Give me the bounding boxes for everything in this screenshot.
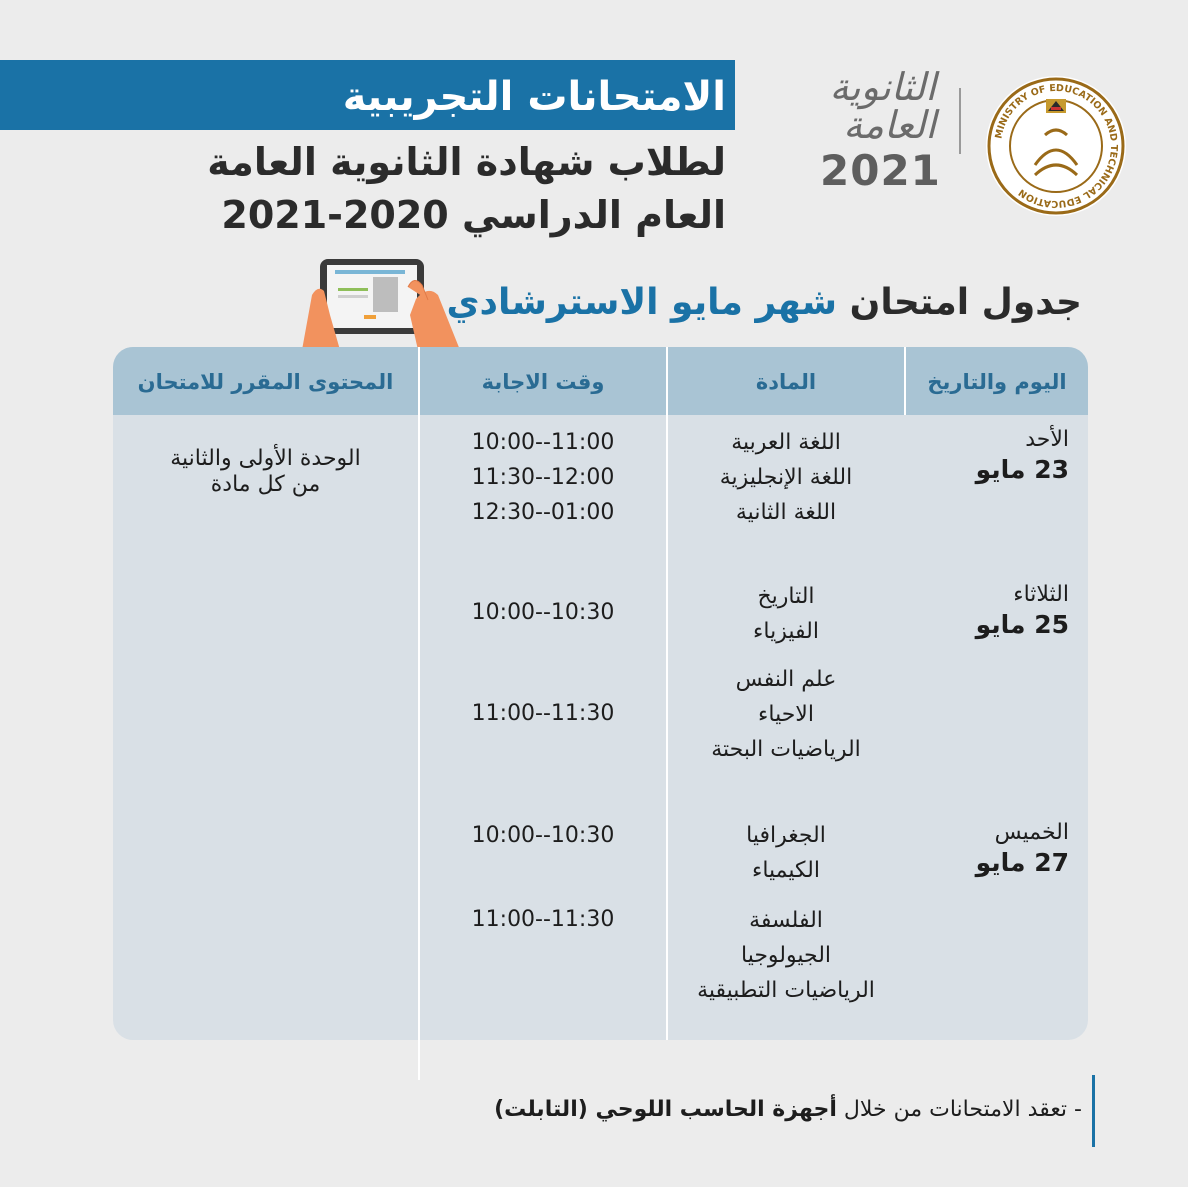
subject-group [668, 818, 904, 888]
time-group [420, 425, 666, 530]
schedule-heading [446, 282, 1082, 323]
subject-group [668, 425, 904, 530]
answer-time: 10:00--10:30 [471, 600, 615, 625]
page-subtitle-students: لطلاب شهادة الثانوية العامة [207, 140, 726, 184]
thanaweya-year: 2021 [820, 146, 941, 195]
subject: الجغرافيا [746, 823, 826, 848]
subject: الرياضيات التطبيقية [697, 978, 875, 1003]
time-group [420, 595, 666, 630]
footer-note [494, 1097, 1082, 1122]
subject-group [668, 903, 904, 1008]
answer-time: 11:30--12:00 [471, 465, 615, 490]
subject: الكيمياء [751, 858, 820, 883]
subject: التاريخ [757, 584, 815, 609]
exam-content-line: من كل مادة [210, 472, 321, 497]
exam-content-cell [113, 446, 418, 498]
logo-divider [959, 88, 961, 154]
page-title: الامتحانات التجريبية [342, 74, 726, 120]
subject: الجيولوجيا [740, 943, 832, 968]
day-name: الأحد [1025, 427, 1069, 452]
subject: علم النفس [735, 667, 837, 692]
page-subtitle-academic-year: العام الدراسي 2020-2021 [221, 193, 726, 237]
subject-group [668, 662, 904, 767]
subject: اللغة العربية [731, 430, 841, 455]
answer-time: 10:00--11:00 [471, 430, 615, 455]
day-name: الثلاثاء [1013, 582, 1069, 607]
header-answer-time: وقت الاجابة [481, 370, 605, 394]
day-date: 23 مايو [975, 455, 1069, 484]
schedule-heading-prefix: جدول امتحان [849, 282, 1082, 323]
day-date: 27 مايو [975, 848, 1069, 877]
ministry-seal-text: MINISTRY OF EDUCATION AND TECHNICAL EDUCATION [993, 82, 1120, 210]
header-subject: المادة [755, 370, 817, 394]
ministry-seal-logo [985, 75, 1127, 217]
footer-note-prefix: - تعقد الامتحانات من خلال [836, 1097, 1082, 1122]
answer-time: 12:30--01:00 [471, 500, 615, 525]
answer-time: 11:00--11:30 [471, 701, 615, 726]
footer-note-bold: أجهزة الحاسب اللوحي (التابلت) [494, 1097, 837, 1122]
subject: الاحياء [758, 702, 814, 727]
answer-time: 10:00--10:30 [471, 823, 615, 848]
header-content: المحتوى المقرر للامتحان [137, 370, 394, 394]
footer-accent-bar [1092, 1075, 1095, 1147]
subject: اللغة الإنجليزية [719, 465, 853, 490]
day-cell [976, 580, 1069, 640]
schedule-heading-accent: شهر مايو الاسترشادي [446, 282, 838, 323]
thanaweya-calligraphy: الثانوية العامة [829, 65, 936, 147]
subject: الفيزياء [753, 619, 819, 644]
time-group [420, 696, 666, 731]
answer-time: 11:00--11:30 [471, 907, 615, 932]
time-group [420, 818, 666, 853]
tablet-hands-icon [300, 255, 460, 350]
header-day-date: اليوم والتاريخ [927, 370, 1067, 394]
subject: الفلسفة [749, 908, 823, 933]
day-date: 25 مايو [975, 610, 1069, 639]
day-cell [976, 818, 1069, 878]
subject: الرياضيات البحتة [711, 737, 861, 762]
exam-content-line: الوحدة الأولى والثانية [170, 446, 361, 471]
day-name: الخميس [994, 820, 1069, 845]
subject: اللغة الثانية [735, 500, 837, 525]
time-group [420, 902, 666, 937]
thanaweya-logo [806, 65, 946, 195]
day-cell [976, 425, 1069, 485]
subject-group [668, 579, 904, 649]
